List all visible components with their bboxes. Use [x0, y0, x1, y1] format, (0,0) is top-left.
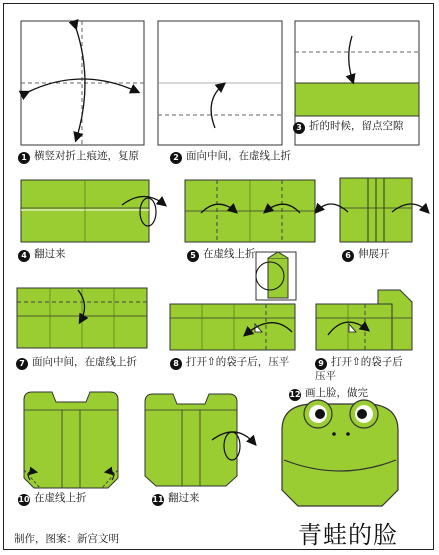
step11-caption: 11 翻过来 — [152, 492, 200, 504]
page-title: 青蛙的脸 — [298, 521, 398, 549]
step6-figure — [316, 178, 428, 242]
step4-caption: 4 翻过来 — [18, 248, 66, 262]
step4-figure — [21, 180, 165, 242]
step9-caption: 9 打开⇧的袋子后压平 — [315, 356, 403, 382]
step12-caption: 12 画上脸，做完 — [289, 387, 368, 399]
step2-figure — [158, 21, 282, 145]
step10-caption: 10 在虚线上折 — [18, 492, 87, 504]
step7-figure — [17, 288, 147, 348]
step7-caption: 7 面向中间，在虚线上折 — [16, 356, 137, 370]
step8-figure — [170, 252, 296, 350]
step6-caption: 6 伸展开 — [342, 248, 390, 262]
step1-figure — [21, 21, 144, 145]
step8-caption: 8 打开⇧的袋子后，压平 — [170, 356, 289, 370]
frog-face-figure — [282, 400, 398, 506]
step1-caption: 1 横竖对折上痕迹，复原 — [18, 150, 139, 164]
step11-figure — [145, 394, 255, 486]
step9-figure — [316, 290, 412, 350]
step2-caption: 2 面向中间，在虚线上折 — [170, 150, 291, 164]
step5-caption: 5 在虚线上折 — [187, 248, 256, 262]
step5-figure — [185, 180, 315, 242]
step3-caption: 3 折的时候，留点空隙 — [293, 120, 404, 134]
step10-figure — [24, 392, 118, 488]
credit-text: 制作，图案：新宫文明 — [14, 533, 119, 545]
